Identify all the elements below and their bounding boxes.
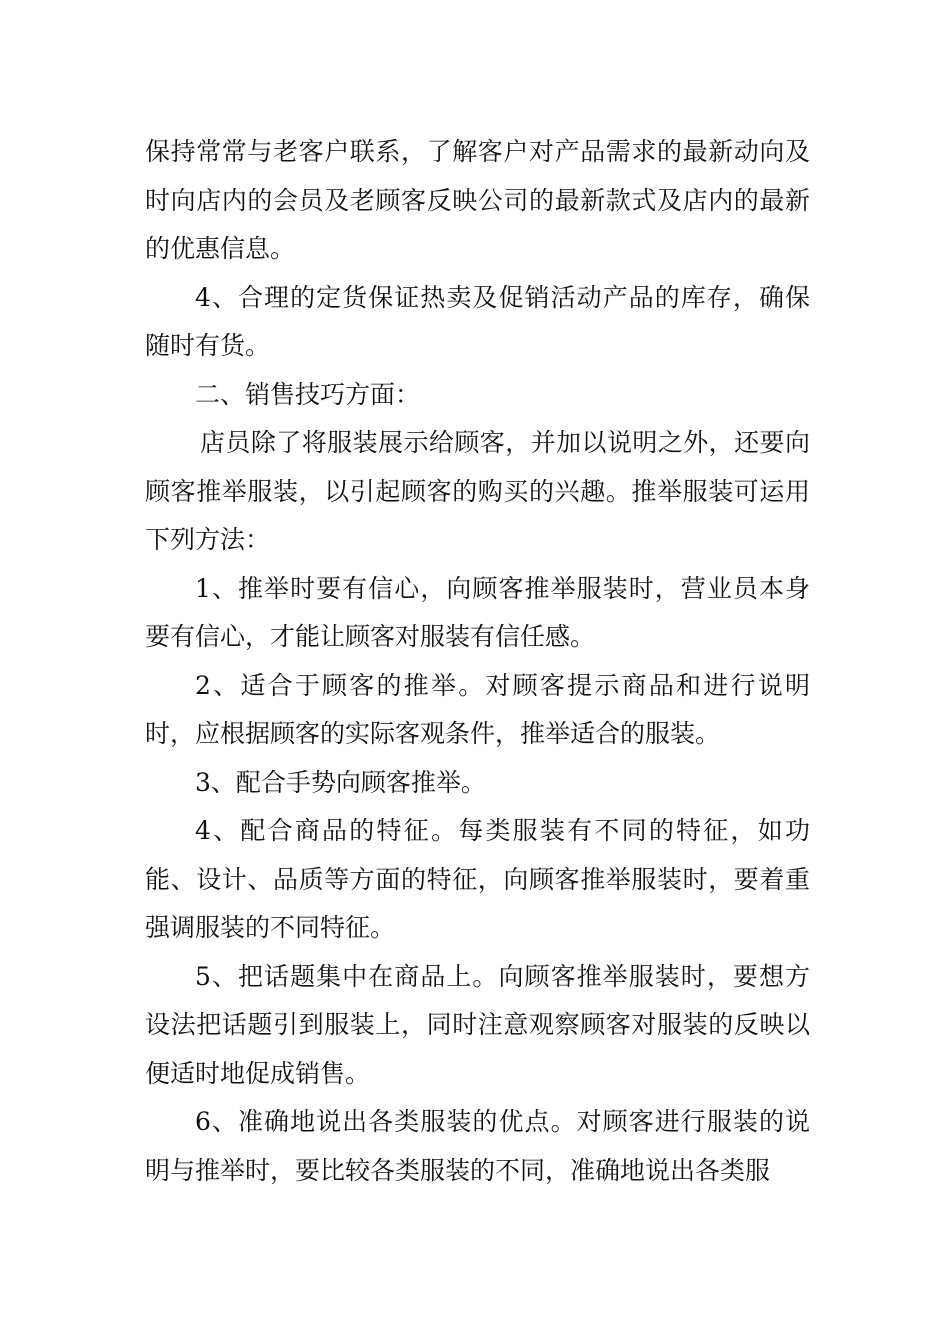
section-heading-sales-skills: 二、销售技巧方面：	[195, 379, 421, 409]
document-body	[145, 128, 810, 1195]
paragraph-item-3-gestures: 3、配合手势向顾客推举。	[195, 767, 486, 797]
paragraph-item-4-stock: 4、合理的定货保证热卖及促销活动产品的库存，确保随时有货。	[145, 282, 810, 360]
paragraph-item-4-features: 4、配合商品的特征。每类服装有不同的特征，如功能、设计、品质等方面的特征，向顾客推举服装时，要着重强调服装的不同特征。	[145, 816, 810, 942]
paragraph-item-1-confidence: 1、推举时要有信心，向顾客推举服装时，营业员本身要有信心，才能让顾客对服装有信任感。	[145, 573, 810, 651]
paragraph-item-6-advantages: 6、准确地说出各类服装的优点。对顾客进行服装的说明与推举时，要比较各类服装的不同，准确地说出各类服	[145, 1107, 810, 1185]
paragraph-item-5-topic: 5、把话题集中在商品上。向顾客推举服装时，要想方设法把话题引到服装上，同时注意观察顾客对服装的反映以便适时地促成销售。	[145, 961, 810, 1088]
paragraph-sales-intro: 店员除了将服装展示给顾客，并加以说明之外，还要向顾客推举服装，以引起顾客的购买的兴趣。推举服装可运用下列方法：	[145, 428, 810, 554]
paragraph-item-2-suitable: 2、适合于顾客的推举。对顾客提示商品和进行说明时，应根据顾客的实际客观条件，推举适合的服装。	[145, 670, 810, 748]
paragraph-customer-contact: 保持常常与老客户联系，了解客户对产品需求的最新动向及时向店内的会员及老顾客反映公司的最新款式及店内的最新的优惠信息。	[145, 137, 810, 263]
